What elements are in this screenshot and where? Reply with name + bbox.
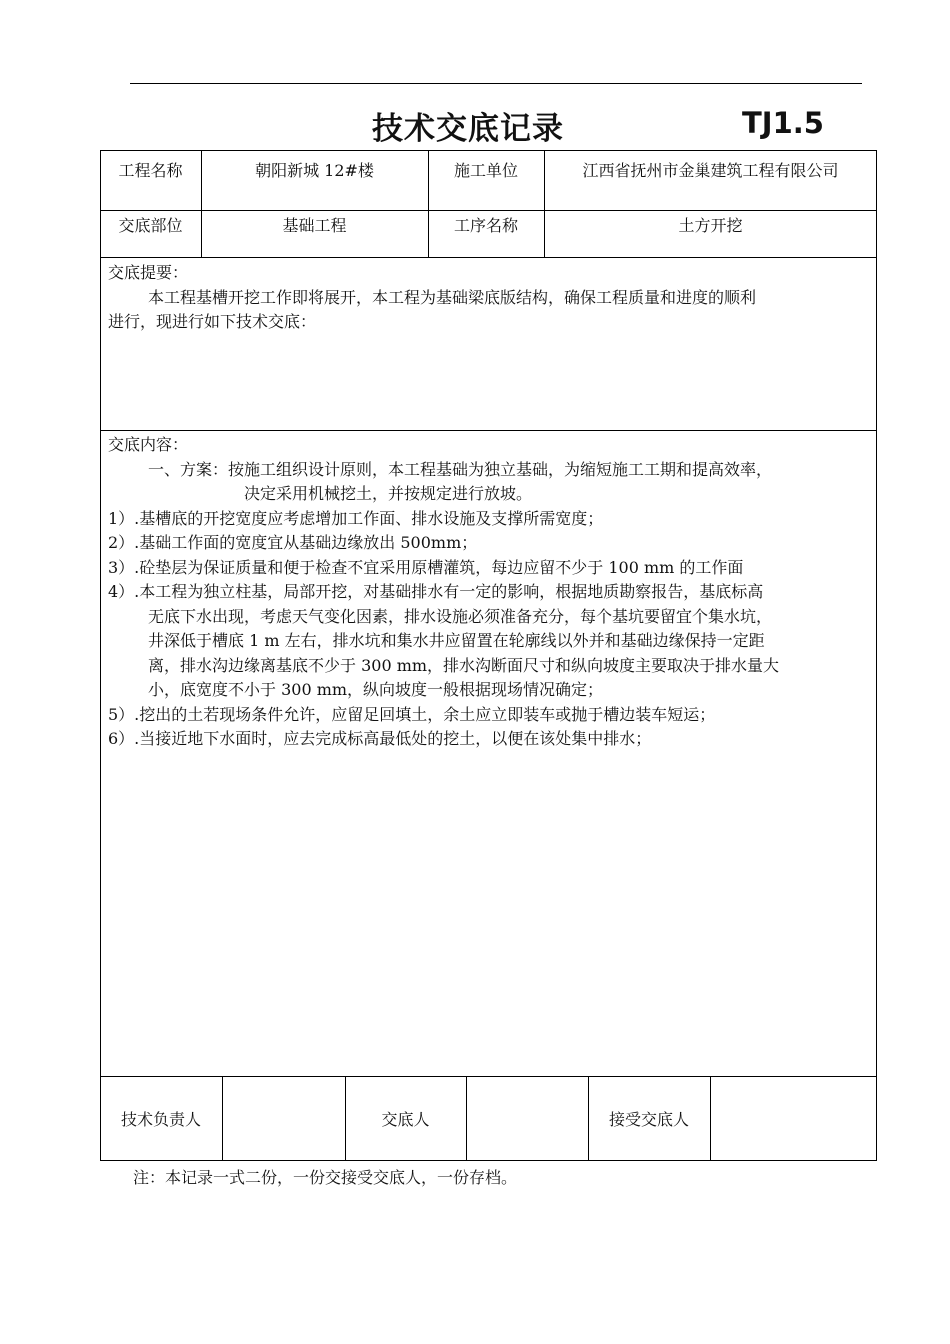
- row-divider: [100, 1076, 877, 1077]
- content-line: 无底下水出现，考虑天气变化因素，排水设施必须准备充分，每个基坑要留宜个集水坑，: [148, 606, 773, 626]
- content-line: 3）.砼垫层为保证质量和便于检查不宜采用原槽灌筑，每边应留不少于 100 mm 的工作面: [108, 557, 744, 577]
- document-title: 技术交底记录: [372, 111, 564, 147]
- summary-label: 交底提要：: [108, 263, 189, 282]
- summary-section: [108, 261, 756, 335]
- top-rule: [130, 83, 862, 84]
- receiver-label: 接受交底人: [608, 1110, 689, 1129]
- content-line: 决定采用机械挖土，并按规定进行放坡。: [244, 484, 533, 503]
- tech-lead-signature-field[interactable]: [222, 1080, 345, 1158]
- summary-line: 进行，现进行如下技术交底：: [108, 312, 317, 331]
- receiver-signature-field[interactable]: [710, 1080, 877, 1158]
- content-line: 2）.基础工作面的宽度宜从基础边缘放出 500mm；: [108, 533, 478, 552]
- content-section: [108, 433, 779, 752]
- discloser-signature-field[interactable]: [466, 1080, 588, 1158]
- process-value: 土方开挖: [678, 216, 743, 235]
- content-line: 离，排水沟边缘离基底不少于 300 mm，排水沟断面尺寸和纵向坡度主要取决于排水量大: [148, 655, 780, 675]
- tech-lead-label: 技术负责人: [120, 1110, 201, 1129]
- location-value: 基础工程: [282, 216, 347, 235]
- content-line: 5）.挖出的土若现场条件允许，应留足回填土，余土应立即装车或抛于槽边装车短运；: [108, 704, 716, 724]
- content-line: 4）.本工程为独立柱基，局部开挖，对基础排水有一定的影响，根据地质勘察报告，基底标高: [108, 582, 764, 601]
- content-label: 交底内容：: [108, 435, 189, 454]
- content-line: 1）.基槽底的开挖宽度应考虑增加工作面、排水设施及支撑所需宽度；: [108, 508, 604, 528]
- location-label: 交底部位: [118, 216, 183, 235]
- content-line: 小，底宽度不小于 300 mm，纵向坡度一般根据现场情况确定；: [148, 680, 604, 699]
- discloser-label: 交底人: [381, 1110, 430, 1129]
- construction-unit-value: 江西省抚州市金巢建筑工程有限公司: [582, 161, 839, 180]
- row-divider: [100, 257, 877, 258]
- row-divider: [100, 430, 877, 431]
- content-line: 6）.当接近地下水面时，应去完成标高最低处的挖土，以便在该处集中排水；: [108, 729, 652, 748]
- project-name-value: 朝阳新城 12#楼: [255, 161, 374, 180]
- form-code: TJ1.5: [742, 106, 824, 140]
- project-name-label: 工程名称: [118, 161, 183, 180]
- process-label: 工序名称: [453, 216, 518, 235]
- construction-unit-label: 施工单位: [453, 161, 518, 180]
- content-line: 井深低于槽底 1 m 左右，排水坑和集水井应留置在轮廓线以外并和基础边缘保持一定距: [148, 631, 765, 650]
- content-line: 一、方案：按施工组织设计原则，本工程基础为独立基础，为缩短施工工期和提高效率，: [148, 459, 773, 479]
- footnote: 注：本记录一式二份，一份交接受交底人，一份存档。: [133, 1168, 518, 1187]
- summary-line: 本工程基槽开挖工作即将展开，本工程为基础梁底版结构，确保工程质量和进度的顺利: [148, 287, 757, 307]
- row-divider: [100, 210, 877, 211]
